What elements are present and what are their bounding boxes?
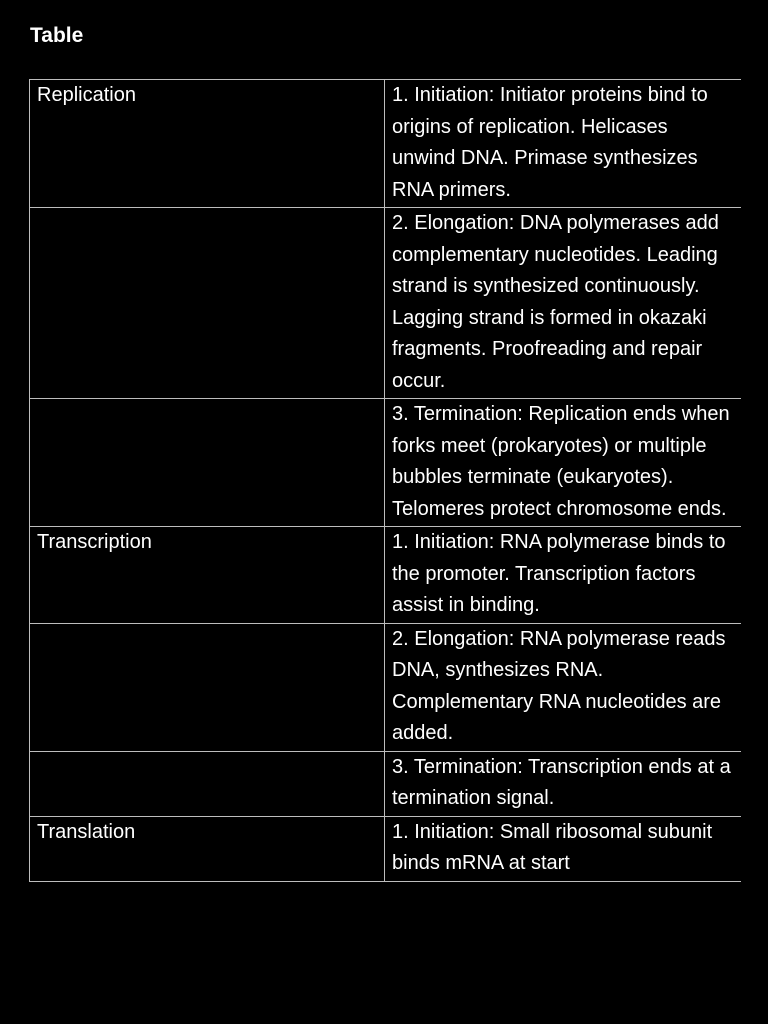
process-name-cell: Replication xyxy=(30,80,385,208)
page-title: Table xyxy=(30,24,84,47)
table-row xyxy=(30,80,742,208)
process-name-cell: Transcription xyxy=(30,527,385,624)
table-row xyxy=(30,527,742,624)
table-container xyxy=(29,79,741,954)
step-description-cell: 1. Initiation: Initiator proteins bind to origins of replication. Helicases unwind DNA. Primase synthesizes RNA primers. xyxy=(385,80,742,208)
process-name-cell xyxy=(30,208,385,399)
table-row xyxy=(30,816,742,881)
step-description-cell: 2. Elongation: DNA polymerases add complementary nucleotides. Leading strand is synthesized continuously. Lagging strand is formed in okazaki fragments. Proofreading and repair occur. xyxy=(385,208,742,399)
process-name-cell xyxy=(30,623,385,751)
table-row xyxy=(30,208,742,399)
step-description-cell: 3. Termination: Transcription ends at a termination signal. xyxy=(385,751,742,816)
step-description-cell: 1. Initiation: Small ribosomal subunit binds mRNA at start xyxy=(385,816,742,881)
step-description-cell: 3. Termination: Replication ends when forks meet (prokaryotes) or multiple bubbles terminate (eukaryotes). Telomeres protect chromosome ends. xyxy=(385,399,742,527)
process-name-cell xyxy=(30,751,385,816)
table-row xyxy=(30,623,742,751)
step-description-cell: 2. Elongation: RNA polymerase reads DNA, synthesizes RNA. Complementary RNA nucleotides are added. xyxy=(385,623,742,751)
process-name-cell xyxy=(30,399,385,527)
process-table xyxy=(29,79,741,882)
step-description-cell: 1. Initiation: RNA polymerase binds to the promoter. Transcription factors assist in binding. xyxy=(385,527,742,624)
table-row xyxy=(30,751,742,816)
process-name-cell: Translation xyxy=(30,816,385,881)
table-row xyxy=(30,399,742,527)
